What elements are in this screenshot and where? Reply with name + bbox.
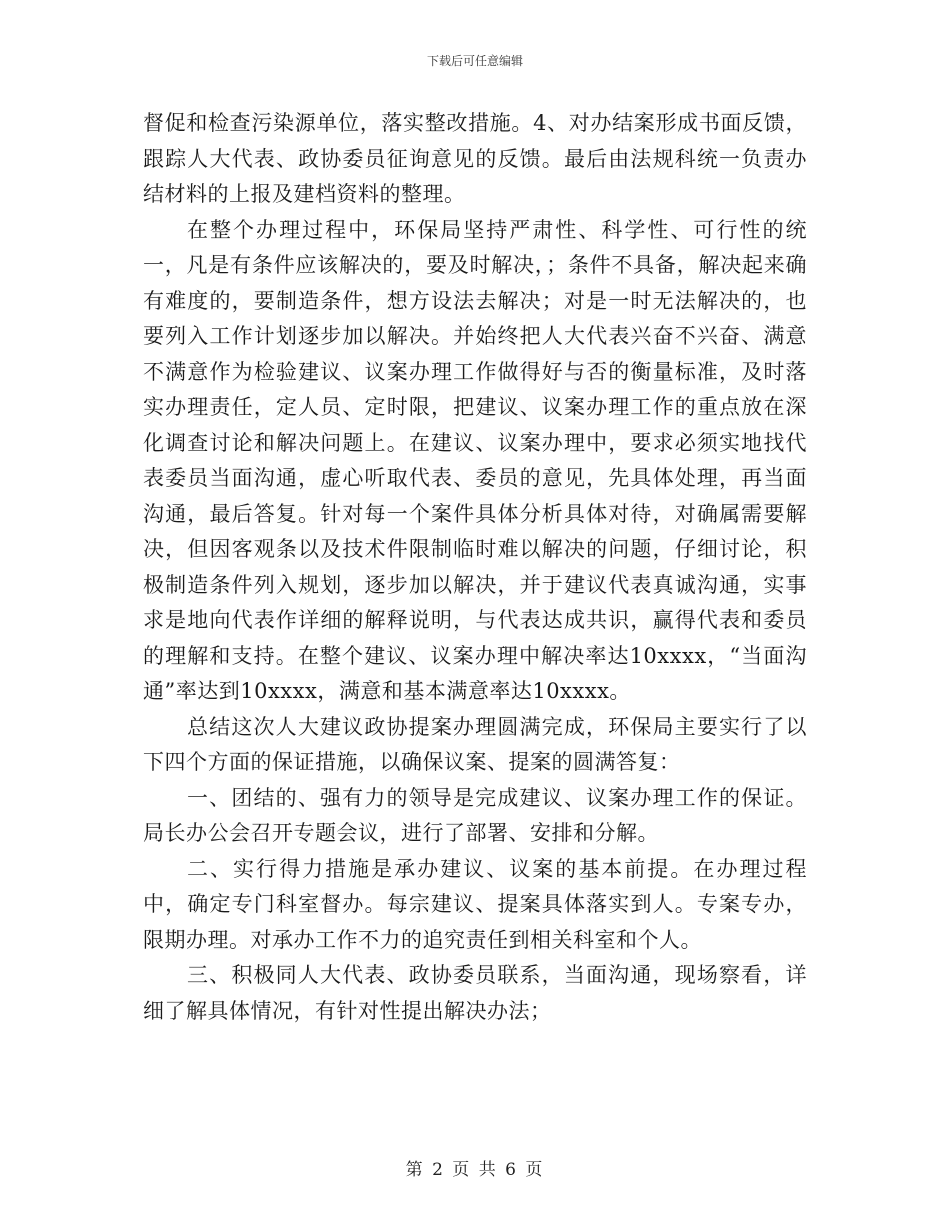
paragraph: 在整个办理过程中，环保局坚持严肃性、科学性、可行性的统一，凡是有条件应该解决的，要及时解决，；条件不具备，解决起来确有难度的，要制造条件，想方设法去解决；对是一时无法解决的，也要列入工作计划逐步加以解决。并始终把人大代表兴奋不兴奋、满意不满意作为检验建议、议案办理工作做得好与否的衡量标准，及时落实办理责任，定人员、定时限，把建议、议案办理工作的重点放在深化调查讨论和解决问题上。在建议、议案办理中，要求必须实地找代表委员当面沟通，虚心听取代表、委员的意见，先具体处理，再当面沟通，最后答复。针对每一个案件具体分析具体对待，对确属需要解决，但因客观条以及技术件限制临时难以解决的问题，仔细讨论，积极制造条件列入规划，逐步加以解决，并于建议代表真诚沟通，实事求是地向代表作详细的解释说明，与代表达成共识，赢得代表和委员的理解和支持。在整个建议、议案办理中解决率达10xxxx，“当面沟通”率达到10xxxx，满意和基本满意率达10xxxx。	[143, 217, 807, 703]
paragraph: 三、积极同人大代表、政协委员联系，当面沟通，现场察看，详细了解具体情况，有针对性提出解决办法；	[143, 963, 807, 1023]
document-body	[143, 106, 807, 1029]
paragraph: 二、实行得力措施是承办建议、议案的基本前提。在办理过程中，确定专门科室督办。每宗建议、提案具体落实到人。专案专办，限期办理。对承办工作不力的追究责任到相关科室和个人。	[143, 856, 807, 952]
paragraph: 一、团结的、强有力的领导是完成建议、议案办理工作的保证。局长办公会召开专题会议，进行了部署、安排和分解。	[143, 785, 807, 845]
paragraph: 总结这次人大建议政协提案办理圆满完成，环保局主要实行了以下四个方面的保证措施，以确保议案、提案的圆满答复：	[143, 714, 807, 774]
page-header-note: 下载后可任意编辑	[426, 54, 523, 68]
paragraph: 督促和检查污染源单位，落实整改措施。4、对办结案形成书面反馈，跟踪人大代表、政协委员征询意见的反馈。最后由法规科统一负责办结材料的上报及建档资料的整理。	[143, 111, 807, 206]
page-number-footer: 第 2 页 共 6 页	[405, 1160, 545, 1180]
